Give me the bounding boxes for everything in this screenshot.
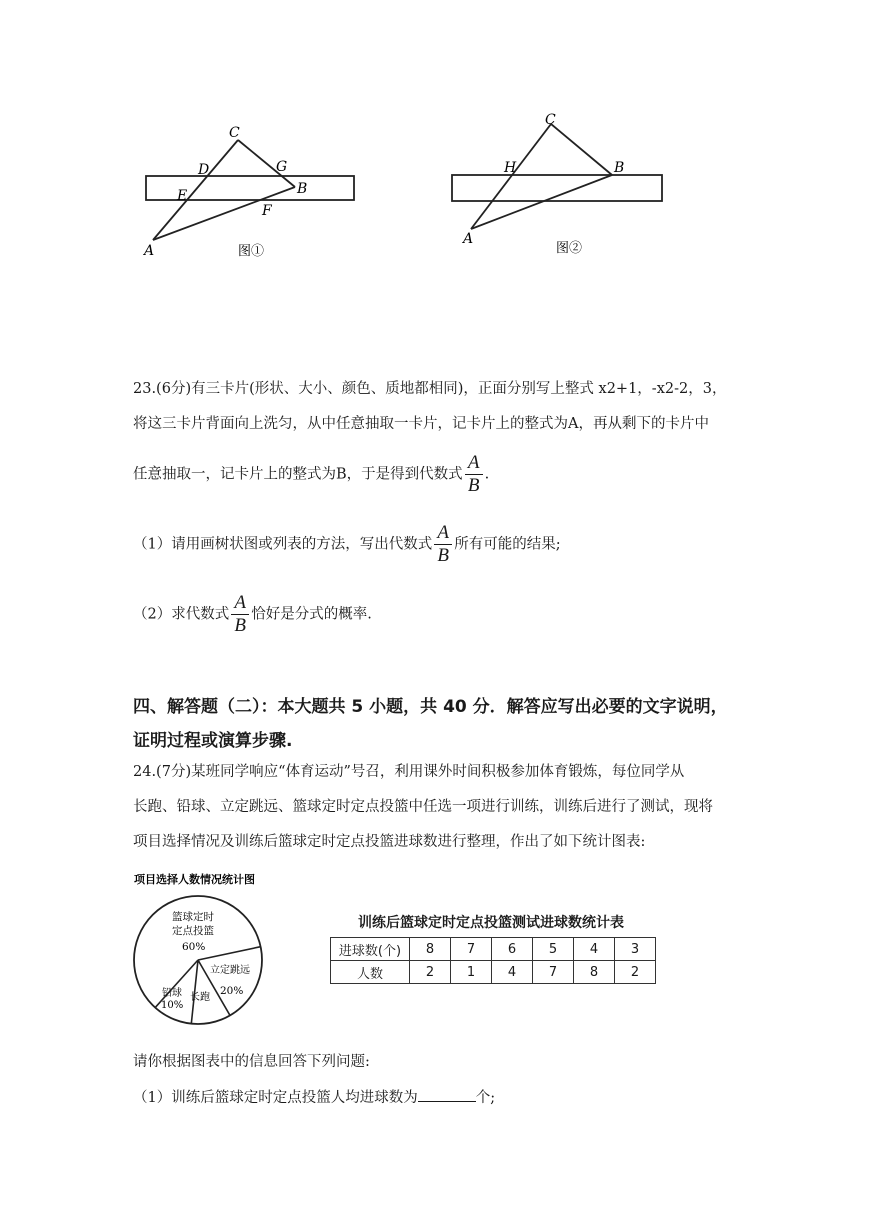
- label-b: B: [297, 181, 308, 197]
- pie-label-standing-jump: 立定跳远: [210, 965, 250, 976]
- goals-cell: 7: [451, 938, 492, 961]
- figure-2-caption: 图②: [556, 241, 583, 256]
- denominator: B: [467, 475, 480, 496]
- q23-sub-2-text: （2）求代数式: [133, 606, 230, 623]
- label-d: D: [198, 162, 210, 178]
- label-f: F: [262, 203, 272, 219]
- goals-cell: 4: [574, 938, 615, 961]
- people-cell: 2: [615, 961, 656, 984]
- score-table-title: 训练后篮球定时定点投篮测试进球数统计表: [358, 915, 624, 931]
- q24-sub-1-text: （1）训练后篮球定时定点投篮人均进球数为: [133, 1090, 418, 1106]
- denominator: B: [437, 545, 450, 566]
- numerator: A: [234, 592, 247, 613]
- q23-sub-1: [133, 522, 561, 567]
- pie-value-basketball: 60%: [182, 941, 206, 953]
- fraction-a-over-b: [434, 522, 452, 567]
- goals-cell: 3: [615, 938, 656, 961]
- fraction-a-over-b: [465, 452, 483, 497]
- q24-instructions: 请你根据图表中的信息回答下列问题:: [133, 1054, 370, 1070]
- q23-sub-1-tail: 所有可能的结果;: [454, 536, 561, 553]
- pie-chart-title: 项目选择人数情况统计图: [134, 873, 255, 886]
- people-cell: 4: [492, 961, 533, 984]
- geometry-figure-1: [130, 115, 370, 265]
- label-c: C: [545, 112, 556, 128]
- fraction-a-over-b: [231, 592, 249, 637]
- goals-cell: 6: [492, 938, 533, 961]
- label-a: A: [144, 243, 155, 259]
- q23-line-2: 将这三卡片背面向上洗匀，从中任意抽取一卡片，记卡片上的整式为A，再从剩下的卡片中: [133, 416, 709, 432]
- q23-line-3-text: 任意抽取一，记卡片上的整式为B，于是得到代数式: [133, 466, 463, 483]
- table-row-people: [331, 961, 656, 984]
- goals-cell: 5: [533, 938, 574, 961]
- goals-cell: 8: [410, 938, 451, 961]
- label-g: G: [276, 159, 288, 175]
- pie-slice-boundary: [198, 947, 261, 960]
- pie-value-shot-put: 10%: [161, 1000, 184, 1011]
- q23-sub-2-tail: 恰好是分式的概率.: [251, 606, 372, 623]
- figure-2-strip: [452, 175, 662, 201]
- q23-line-3: [133, 452, 489, 497]
- q24-sub-1: [133, 1087, 495, 1108]
- pie-label-basketball-line-2: 定点投篮: [172, 925, 214, 937]
- q24-line-1: 24.(7分)某班同学响应“体育运动”号召，利用课外时间积极参加体育锻炼，每位同学从: [133, 764, 685, 780]
- answer-blank[interactable]: [418, 1087, 476, 1102]
- figure-1-caption: 图①: [238, 244, 265, 259]
- denominator: B: [234, 615, 247, 636]
- row-label-goals: 进球数(个): [331, 938, 410, 961]
- pie-label-basketball-line-1: 篮球定时: [172, 911, 214, 923]
- label-b: B: [614, 160, 625, 176]
- table-row-goals: [331, 938, 656, 961]
- label-h: H: [504, 160, 517, 176]
- numerator: A: [437, 522, 450, 543]
- q23-sub-1-text: （1）请用画树状图或列表的方法，写出代数式: [133, 536, 433, 553]
- score-table: [330, 937, 656, 984]
- row-label-people: 人数: [331, 961, 410, 984]
- pie-value-standing-jump: 20%: [220, 985, 244, 997]
- q24-line-2: 长跑、铅球、立定跳远、篮球定时定点投篮中任选一项进行训练，训练后进行了测试，现将: [133, 799, 713, 815]
- label-e: E: [177, 188, 188, 204]
- people-cell: 2: [410, 961, 451, 984]
- q24-line-3: 项目选择情况及训练后篮球定时定点投篮进球数进行整理，作出了如下统计图表:: [133, 834, 646, 850]
- q23-line-3-period: .: [484, 466, 490, 483]
- numerator: A: [467, 452, 480, 473]
- section-4-heading-line-2: 证明过程或演算步骤.: [133, 731, 293, 751]
- q23-line-1: 23.(6分)有三卡片(形状、大小、颜色、质地都相同)，正面分别写上整式 x2+1，-x2-2，3，: [133, 381, 727, 397]
- label-c: C: [229, 125, 240, 141]
- section-4-heading-line-1: 四、解答题（二）：本大题共 5 小题，共 40 分．解答应写出必要的文字说明，: [133, 697, 728, 717]
- people-cell: 1: [451, 961, 492, 984]
- people-cell: 8: [574, 961, 615, 984]
- q24-sub-1-tail: 个;: [475, 1090, 496, 1106]
- geometry-figure-2: [440, 110, 680, 260]
- q23-sub-2: [133, 592, 372, 637]
- pie-label-long-run: 长跑: [190, 992, 210, 1003]
- pie-chart: [128, 868, 288, 1028]
- label-a: A: [463, 231, 474, 247]
- people-cell: 7: [533, 961, 574, 984]
- pie-label-shot-put: 铅球: [162, 988, 182, 999]
